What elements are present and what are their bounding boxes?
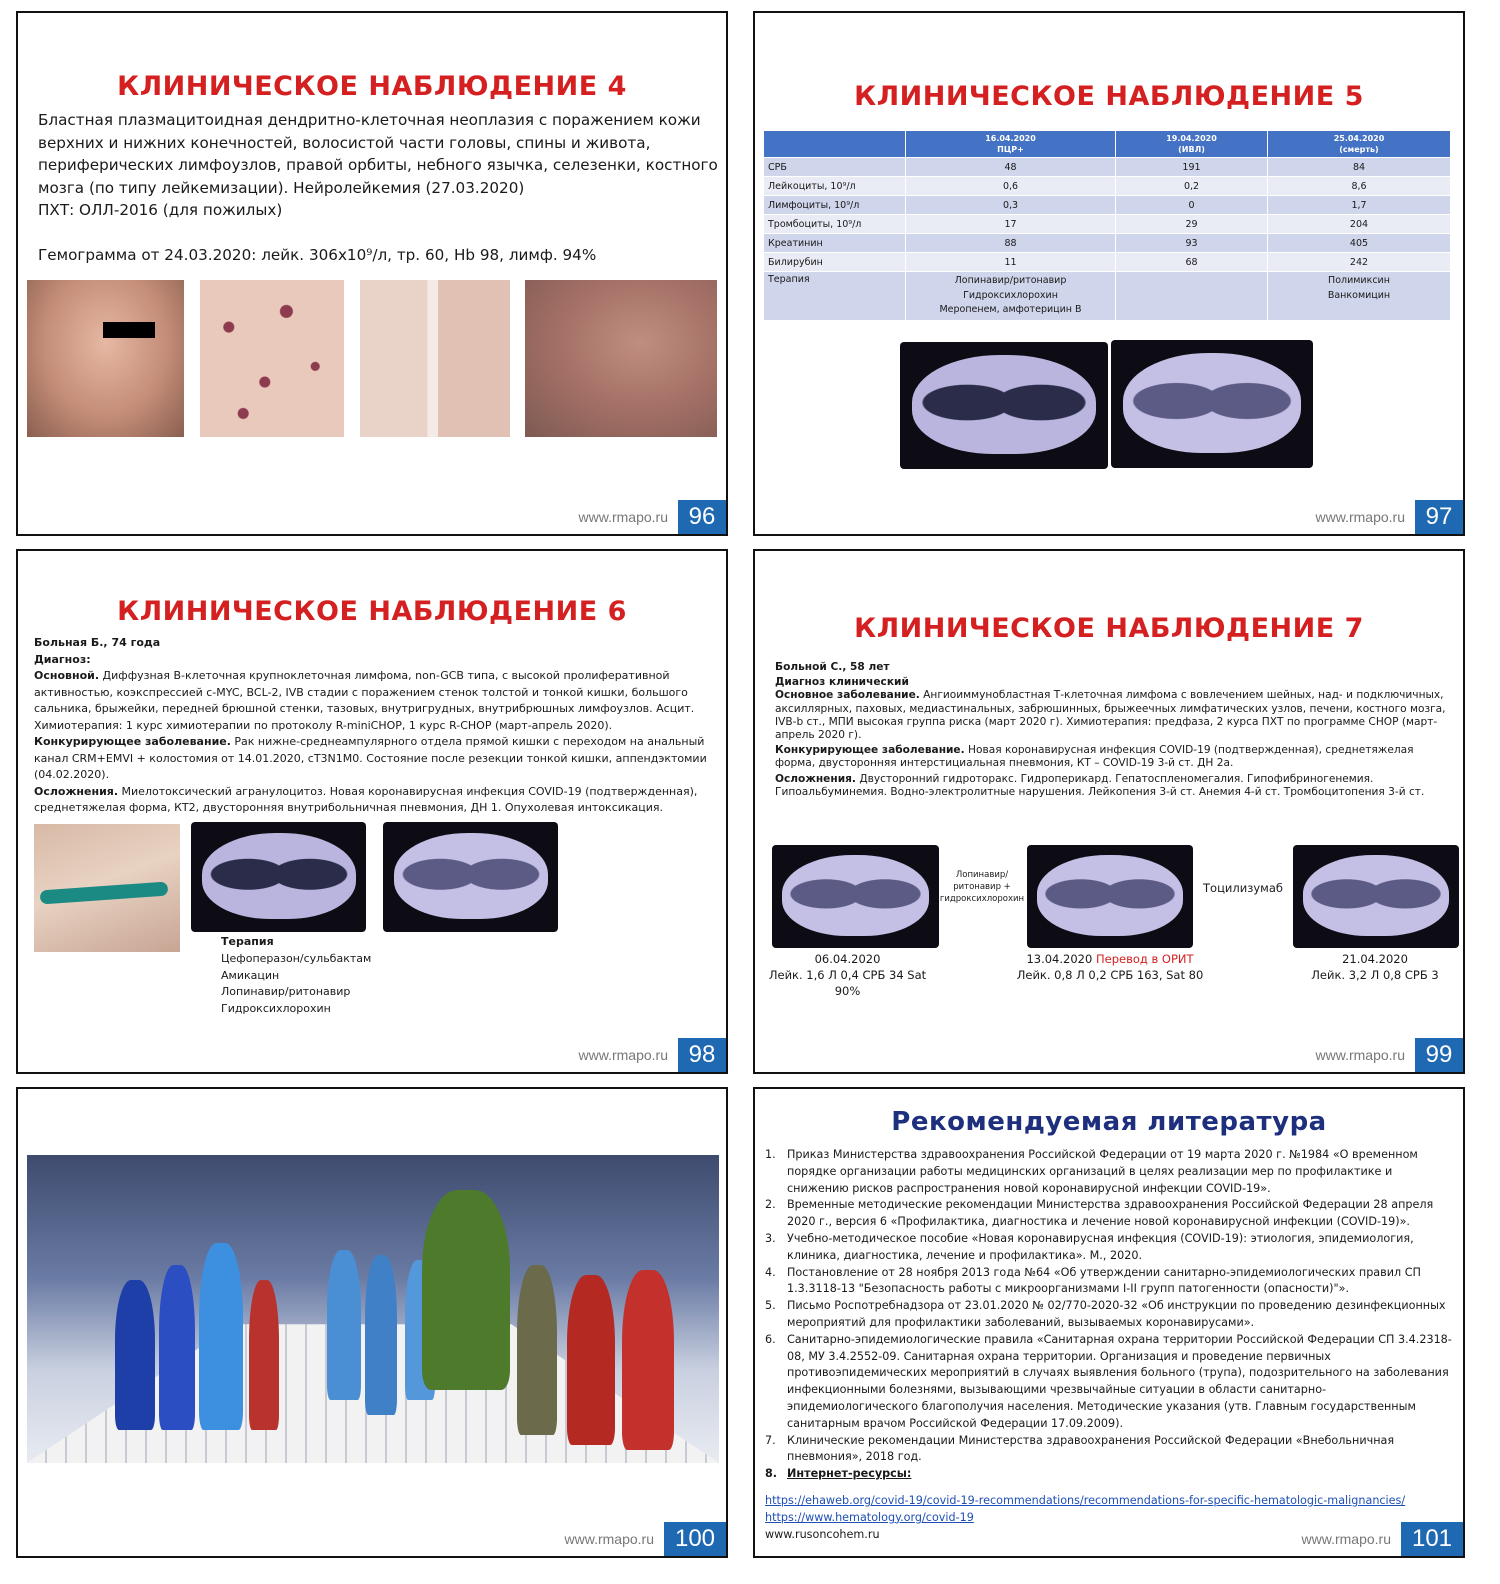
table-header-cell: 25.04.2020 (смерть)	[1268, 131, 1451, 158]
ct-scan-image	[1111, 340, 1313, 468]
text-line: мозга (по типу лейкемизации). Нейролейкемия (27.03.2020)	[38, 178, 525, 197]
complications: Осложнения. Миелотоксический агранулоцитоз. Новая коронавирусная инфекция COVID-19 (подтвержденная), среднетяжелая форма, КТ2, двусторонняя внутрибольничная пневмония, ДН 1. Опухолевая интоксикация.	[34, 784, 698, 814]
lab-values-table	[763, 130, 1451, 321]
skin-lesions-photo	[200, 280, 344, 437]
patient-face-photo	[27, 280, 184, 437]
orbit-lesion-photo	[525, 280, 717, 437]
slide-97	[753, 11, 1465, 536]
resource-link[interactable]: https://www.hematology.org/covid-19	[765, 1510, 974, 1524]
text-line: периферических лимфоузлов, правой орбиты, небного язычка, селезенки, костного	[38, 156, 718, 174]
list-item: 4. Постановление от 28 ноября 2013 года №64 «Об утверждении санитарно-эпидемиологических правил СП 1.3.3118-13 "Безопасность работы с микроорганизмами I-II групп патогенности (опасности)"».	[765, 1265, 1421, 1296]
main-diagnosis: Основной. Диффузная В-клеточная крупноклеточная лимфома, non-GCB типа, с высокой пролиферативной активностью, коэкспрессией c-MYC, BCL-2, IVB стадии с поражением стенок толстой и тонкой кишки, большого сальника, брыжейки, передней брюшной стенки, тазовых, внутригрудных, внутрибрюшных лимфоузлов. Асцит. Химиотерапия: 1 курс химиотерапии по протоколу R-miniCHOP, 1 курс R-CHOP (март-апрель 2020).	[34, 669, 695, 732]
main-diagnosis: Основное заболевание. Ангиоиммунобластная Т-клеточная лимфома с вовлечением шейных, над- и подключичных, аксиллярных, паховых, медиастинальных, забрюшинных, брыжеечных лимфатических узлов, печени, костного мозга, IVB-b ст., МПИ высокая группа риска (март 2020 г). Химиотерапия: предфаза, 2 курса ПХТ по программе CHOP (март-апрель 2020 г).	[775, 689, 1446, 742]
slide-title: КЛИНИЧЕСКОЕ НАБЛЮДЕНИЕ 6	[117, 596, 627, 627]
legs-lesions-photo	[360, 280, 510, 437]
site-url: www.rmapo.ru	[1315, 509, 1405, 525]
table-header-cell: 16.04.2020 ПЦР+	[906, 131, 1116, 158]
list-item: 3. Учебно-методическое пособие «Новая коронавирусная инфекция (COVID-19): этиология, эпидемиология, клиника, диагностика, лечение и профилактика». М., 2020.	[765, 1231, 1414, 1262]
diagnosis-label: Диагноз клинический	[775, 676, 909, 689]
eye-censor-bar	[103, 322, 155, 338]
slide-96	[16, 11, 728, 536]
slide-99	[753, 549, 1465, 1074]
site-url: www.rmapo.ru	[1315, 1047, 1405, 1063]
ct-scan-image	[900, 342, 1108, 469]
slide-98	[16, 549, 728, 1074]
table-header-row	[764, 131, 1451, 158]
text-line: Бластная плазмацитоидная дендритно-клеточная неоплазия с поражением кожи	[38, 111, 701, 129]
slide-100	[16, 1087, 728, 1558]
slide-footer	[1302, 1522, 1463, 1556]
patient-line: Больной С., 58 лет	[775, 661, 890, 673]
slide-title: КЛИНИЧЕСКОЕ НАБЛЮДЕНИЕ 7	[854, 613, 1364, 644]
therapy-arrow-label: Лопинавир/ ритонавир + гидроксихлорохин	[939, 870, 1025, 904]
ct-scan-image	[1293, 845, 1459, 948]
site-url: www.rmapo.ru	[564, 1531, 654, 1547]
table-row-therapy: Терапия Лопинавир/ритонавир Гидроксихлорохин Меропенем, амфотерицин В Полимиксин Ванкомицин	[764, 272, 1451, 321]
ct-scan-image	[383, 822, 558, 932]
page-number: 97	[1415, 500, 1463, 534]
table-row: Тромбоциты, 10⁹/л 17 29 204	[764, 215, 1451, 234]
diagnosis-label: Диагноз:	[34, 652, 91, 666]
text-line: ПХТ: ОЛЛ-2016 (для пожилых)	[38, 201, 283, 219]
icu-transfer-note: Перевод в ОРИТ	[1095, 952, 1194, 966]
concurrent-disease: Конкурирующее заболевание. Рак нижне-среднеампулярного отдела прямой кишки с переходом на анальный канал CRM+EMVI + колостомия от 14.01.2020, cT3N1M0. Состояние после резекции тонкой кишки, аппендэктомии (04.02.2020).	[34, 735, 707, 781]
page-number: 101	[1401, 1522, 1463, 1556]
resource-text: www.rusoncohem.ru	[765, 1527, 880, 1541]
list-item: 5. Письмо Роспотребнадзора от 23.01.2020 № 02/770-2020-32 «Об инструкции по проведению дезинфекционных мероприятий для профилактики заболеваний, вызываемых коронавирусами».	[765, 1299, 1446, 1329]
complications: Осложнения. Двусторонний гидроторакс. Гидроперикард. Гепатоспленомегалия. Гипофибриногенемия. Гипоальбуминемия. Водно-электролитные нарушения. Лейкопения 3-й ст. Анемия 4-й ст. Тромбоцитопения 3-й ст.	[775, 772, 1425, 798]
therapy-arrow-label: Тоцилизумаб	[1203, 881, 1283, 895]
site-url: www.rmapo.ru	[578, 509, 668, 525]
table-row: Лимфоциты, 10⁹/л 0,3 0 1,7	[764, 196, 1451, 215]
case-description	[38, 109, 718, 266]
slide-title: Рекомендуемая литература	[891, 1107, 1327, 1137]
page-number: 98	[678, 1038, 726, 1072]
slide-footer	[565, 1522, 726, 1556]
literature-list	[765, 1147, 1457, 1483]
slide-101	[753, 1087, 1465, 1558]
hemogram-line: Гемограмма от 24.03.2020: лейк. 306х10⁹/л, тр. 60, Hb 98, лимф. 94%	[38, 245, 597, 264]
list-item: 7. Клинические рекомендации Министерства здравоохранения Российской Федерации «Внебольничная пневмония», 2018 год.	[765, 1433, 1395, 1464]
case-description	[775, 661, 1450, 799]
slide-footer	[579, 1038, 726, 1072]
ct-scan-image	[772, 845, 939, 948]
list-item: 1. Приказ Министерства здравоохранения Российской Федерации от 19 марта 2020 г. №1984 «О временном порядке организации работы медицинских организаций в целях реализации мер по профилактике и снижению рисков распространения новой коронавирусной инфекции COVID-19».	[765, 1148, 1418, 1195]
site-url: www.rmapo.ru	[1301, 1531, 1391, 1547]
table-row: Креатинин 88 93 405	[764, 234, 1451, 253]
table-row: Билирубин 11 68 242	[764, 253, 1451, 272]
table-row: СРБ 48 191 84	[764, 158, 1451, 177]
table-row: Лейкоциты, 10⁹/л 0,6 0,2 8,6	[764, 177, 1451, 196]
page-number: 99	[1415, 1038, 1463, 1072]
therapy-list: Терапия Цефоперазон/сульбактам Амикацин Лопинавир/ритонавир Гидроксихлорохин	[221, 935, 372, 1016]
list-item: 2. Временные методические рекомендации Министерства здравоохранения Российской Федерации 28 апреля 2020 г., версия 6 «Профилактика, диагностика и лечение новой коронавирусной инфекции (COVID-19)».	[765, 1198, 1434, 1229]
text-line: верхних и нижних конечностей, волосистой части головы, спины и живота,	[38, 133, 651, 152]
ct-scan-image	[1027, 845, 1193, 948]
ct-caption: 06.04.2020 Лейк. 1,6 Л 0,4 СРБ 34 Sat 90%	[768, 952, 927, 998]
table-header-cell	[764, 131, 906, 158]
ct-caption: 13.04.2020 Перевод в ОРИТ Лейк. 0,8 Л 0,2 СРБ 163, Sat 80	[1016, 952, 1204, 982]
list-item: 8. Интернет-ресурсы:	[765, 1467, 912, 1481]
table-header-cell: 19.04.2020 (ИВЛ)	[1116, 131, 1268, 158]
site-url: www.rmapo.ru	[578, 1047, 668, 1063]
page-number: 96	[678, 500, 726, 534]
slide-title: КЛИНИЧЕСКОЕ НАБЛЮДЕНИЕ 4	[117, 71, 627, 102]
superheroes-bowing-to-doctors-illustration	[27, 1155, 719, 1463]
slide-footer	[1316, 500, 1463, 534]
case-description	[34, 635, 724, 817]
patient-line: Больная Б., 74 года	[34, 636, 161, 649]
ct-caption: 21.04.2020 Лейк. 3,2 Л 0,8 СРБ 3	[1311, 952, 1439, 982]
ct-scan-image	[191, 822, 366, 932]
slide-footer	[579, 500, 726, 534]
slide-footer	[1316, 1038, 1463, 1072]
list-item: 6. Санитарно-эпидемиологические правила «Санитарная охрана территории Российской Федерации СП 3.4.2318-08, МУ 3.4.2552-09. Санитарная охрана территории. Организация и проведение первичных противоэпидемических мероприятий в случаях выявления больного (трупа), подозрительного на заболевания инфекционными болезнями, вызывающими чрезвычайные ситуации в области санитарно-эпидемиологического благополучия населения. Методические указания (утв. Главным государственным санитарным врачом Российской Федерации 17.09.2009).	[765, 1332, 1452, 1430]
slide-title: КЛИНИЧЕСКОЕ НАБЛЮДЕНИЕ 5	[854, 81, 1364, 112]
concurrent-disease: Конкурирующее заболевание. Новая коронавирусная инфекция COVID-19 (подтвержденная), среднетяжелая форма, двусторонняя интерстициальная пневмония, КТ – COVID-19 3-й ст. ДН 2а.	[775, 744, 1414, 770]
page-number: 100	[664, 1522, 726, 1556]
abdomen-photo	[34, 824, 180, 952]
resource-link[interactable]: https://ehaweb.org/covid-19/covid-19-recommendations/recommendations-for-specific-hematologic-malignancies/	[765, 1494, 1406, 1507]
